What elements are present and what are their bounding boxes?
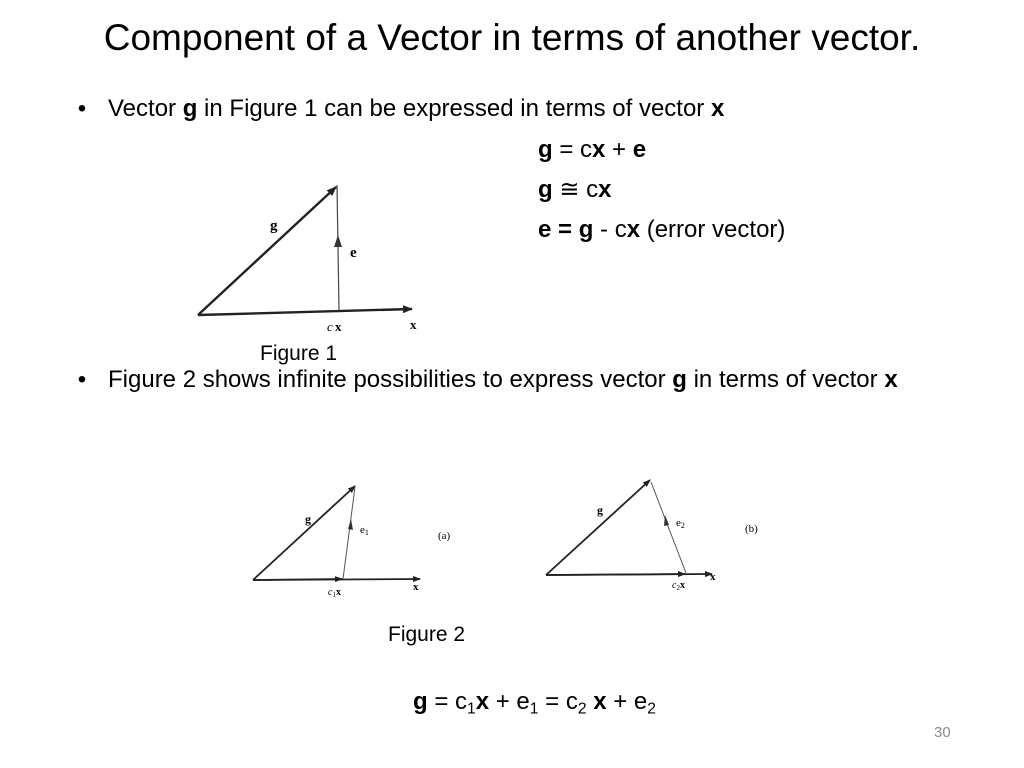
- page-number: 30: [934, 724, 951, 741]
- bullet-2-text-a: Figure 2 shows infinite possibilities to express vector: [108, 366, 673, 393]
- equation-g-approx-cx: [538, 174, 611, 206]
- figure-2b-vector-g: [546, 480, 650, 575]
- bottom-eq-part: = c: [427, 688, 468, 715]
- figure-2b-label-e: e2: [676, 517, 685, 530]
- figure-2a-tag: (a): [438, 530, 451, 542]
- figure-2b-tag: (b): [745, 523, 758, 535]
- figure-2a-label-g: g: [305, 512, 311, 526]
- bottom-equation: [413, 685, 656, 719]
- figure-2b-vector-cx: [546, 574, 685, 575]
- figure-1-vector-g: [198, 187, 336, 315]
- eq3-op: - c: [593, 216, 627, 243]
- eq1-e: e: [632, 136, 647, 163]
- figure-1-vector-x: [198, 309, 412, 315]
- figure-1-caption: Figure 1: [260, 342, 338, 365]
- figure-2b-diagram: [540, 470, 770, 600]
- figure-1-label-cx-c: c: [327, 319, 333, 334]
- eq3-note: (error vector): [640, 216, 786, 243]
- eq1-op: = c: [552, 136, 593, 163]
- bottom-eq-sub: 1: [529, 700, 539, 718]
- bottom-eq-x: x: [593, 688, 607, 715]
- slide-title: Component of a Vector in terms of another vector.: [103, 17, 921, 58]
- bottom-eq-part: = c: [538, 688, 578, 715]
- figure-1-vector-e: [337, 185, 339, 311]
- bottom-eq-g: g: [413, 688, 428, 715]
- figure-2a-vector-cx: [253, 579, 342, 580]
- eq1-x: x: [592, 136, 606, 163]
- figure-2a-label-c1x: $c_1x$: [328, 587, 341, 599]
- bullet-1-text-b: in Figure 1 can be expressed in terms of vector: [197, 95, 711, 122]
- bullet-dot: •: [77, 366, 87, 393]
- bullet-1-vector-x: x: [710, 95, 725, 122]
- bottom-eq-sub: 2: [647, 700, 656, 718]
- equation-error-vector: [538, 214, 785, 246]
- figure-1-e-arrowhead: [334, 235, 342, 247]
- figure-2a-diagram: [245, 475, 470, 605]
- bullet-2-vector-x: x: [884, 366, 898, 393]
- eq2-x: x: [598, 176, 612, 203]
- equation-g-equals-cx-plus-e: [538, 134, 646, 166]
- eq1-g: g: [538, 136, 553, 163]
- eq3-e-g: e = g: [538, 216, 594, 243]
- bottom-eq-sub: 2: [577, 700, 587, 718]
- figure-2a-label-e: e1: [360, 524, 369, 537]
- eq2-g: g: [538, 176, 553, 203]
- bottom-eq-part: + e: [489, 688, 530, 715]
- figure-2-caption: Figure 2: [388, 623, 466, 646]
- figure-2b-label-c2x: $c_2x$: [672, 580, 685, 592]
- figure-2a-label-x: x: [413, 581, 419, 593]
- bullet-1-text-a: Vector: [108, 95, 183, 122]
- bottom-eq-sub: 1: [467, 700, 476, 718]
- bullet-1-vector-g: g: [182, 95, 198, 122]
- bullet-2: [77, 364, 988, 396]
- figure-1-diagram: [190, 175, 440, 335]
- bottom-eq-x: x: [475, 688, 490, 715]
- figure-2a-vector-g: [253, 486, 355, 580]
- eq2-op: ≅ c: [552, 176, 599, 203]
- bullet-1: [77, 93, 988, 125]
- figure-1-label-e: e: [350, 245, 357, 261]
- bullet-2-vector-g: g: [672, 366, 687, 393]
- figure-1-label-cx-x: x: [335, 319, 342, 334]
- bullet-dot: •: [77, 95, 87, 122]
- figure-2b-label-g: g: [597, 503, 603, 517]
- figure-1-label-x: x: [410, 317, 417, 332]
- bullet-2-text-b: in terms of vector: [686, 366, 885, 393]
- bottom-eq-part: + e: [606, 688, 648, 715]
- eq3-x: x: [626, 216, 641, 243]
- eq1-plus: +: [605, 136, 633, 163]
- figure-2a-vector-e: [343, 487, 355, 579]
- figure-1-label-g: g: [270, 218, 278, 234]
- figure-2b-label-x: x: [710, 571, 716, 583]
